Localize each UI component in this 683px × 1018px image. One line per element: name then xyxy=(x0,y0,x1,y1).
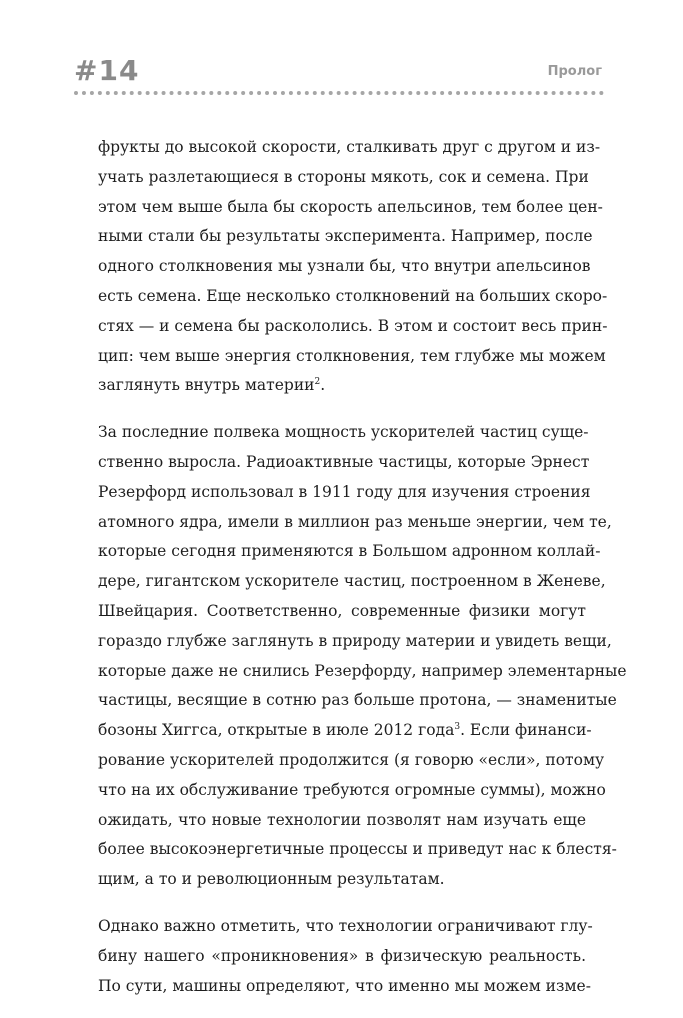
text-line: более высокоэнергетичные процессы и приведут нас к блестя- xyxy=(98,840,617,859)
paragraph-2 xyxy=(98,418,627,895)
text-line xyxy=(98,716,592,746)
body-text xyxy=(98,133,627,1018)
text-line: Однако важно отметить, что технологии ограничивают глу- xyxy=(98,916,593,935)
text-line: дере, гигантском ускорителе частиц, построенном в Женеве, xyxy=(98,572,606,591)
text-line: ожидать, что новые технологии позволят нам изучать еще xyxy=(98,810,586,829)
text-line: гораздо глубже заглянуть в природу материи и увидеть вещи, xyxy=(98,631,612,650)
text-line: этом чем выше была бы скорость апельсинов, тем более цен- xyxy=(98,197,603,216)
header-dotted-rule xyxy=(74,91,604,95)
line-text: . xyxy=(320,376,326,395)
running-header-title: Пролог xyxy=(547,64,602,79)
paragraph-1 xyxy=(98,133,608,401)
text-line: учать разлетающиеся в стороны мякоть, сок и семена. При xyxy=(98,167,589,186)
text-line: ными стали бы результаты эксперимента. Например, после xyxy=(98,227,593,246)
text-line: ственно выросла. Радиоактивные частицы, которые Эрнест xyxy=(98,452,590,471)
text-line: одного столкновения мы узнали бы, что внутри апельсинов xyxy=(98,257,591,276)
text-line: которые сегодня применяются в Большом адронном коллай- xyxy=(98,542,601,561)
text-line: атомного ядра, имели в миллион раз меньше энергии, чем те, xyxy=(98,512,612,531)
text-line: фрукты до высокой скорости, сталкивать друг с другом и из- xyxy=(98,138,601,156)
text-line xyxy=(98,371,586,401)
text-line: За последние полвека мощность ускорителей частиц суще- xyxy=(98,423,589,442)
text-line: щим, а то и революционным результатам. xyxy=(98,870,445,889)
line-text: заглянуть внутрь материи xyxy=(98,376,315,395)
text-line: есть семена. Еще несколько столкновений на больших скоро- xyxy=(98,286,608,305)
page-number: #14 xyxy=(74,54,140,87)
text-line: которые даже не снились Резерфорду, например элементарные xyxy=(98,661,627,680)
text-line: стях — и семена бы раскололись. В этом и состоит весь прин- xyxy=(98,316,608,335)
footnote-ref-3[interactable]: 3 xyxy=(454,722,461,733)
text-line: что на их обслуживание требуются огромные суммы), можно xyxy=(98,780,606,799)
line-text: . Если финанси- xyxy=(460,721,592,740)
text-line: Резерфорд использовал в 1911 году для изучения строения xyxy=(98,482,591,501)
text-line: бину нашего «проникновения» в физическую реальность. xyxy=(98,946,586,965)
text-line: цип: чем выше энергия столкновения, тем глубже мы можем xyxy=(98,346,606,365)
text-line: По сути, машины определяют, что именно мы можем изме- xyxy=(98,976,591,995)
footnote-ref-2[interactable]: 2 xyxy=(314,377,321,388)
paragraph-3 xyxy=(98,912,593,1001)
text-line: частицы, весящие в сотню раз больше протона, — знаменитые xyxy=(98,691,617,710)
text-line: Швейцария. Соответственно, современные физики могут xyxy=(98,601,586,620)
line-text: бозоны Хиггса, открытые в июле 2012 года xyxy=(98,721,455,740)
text-line: рование ускорителей продолжится (я говорю «если», потому xyxy=(98,750,605,769)
